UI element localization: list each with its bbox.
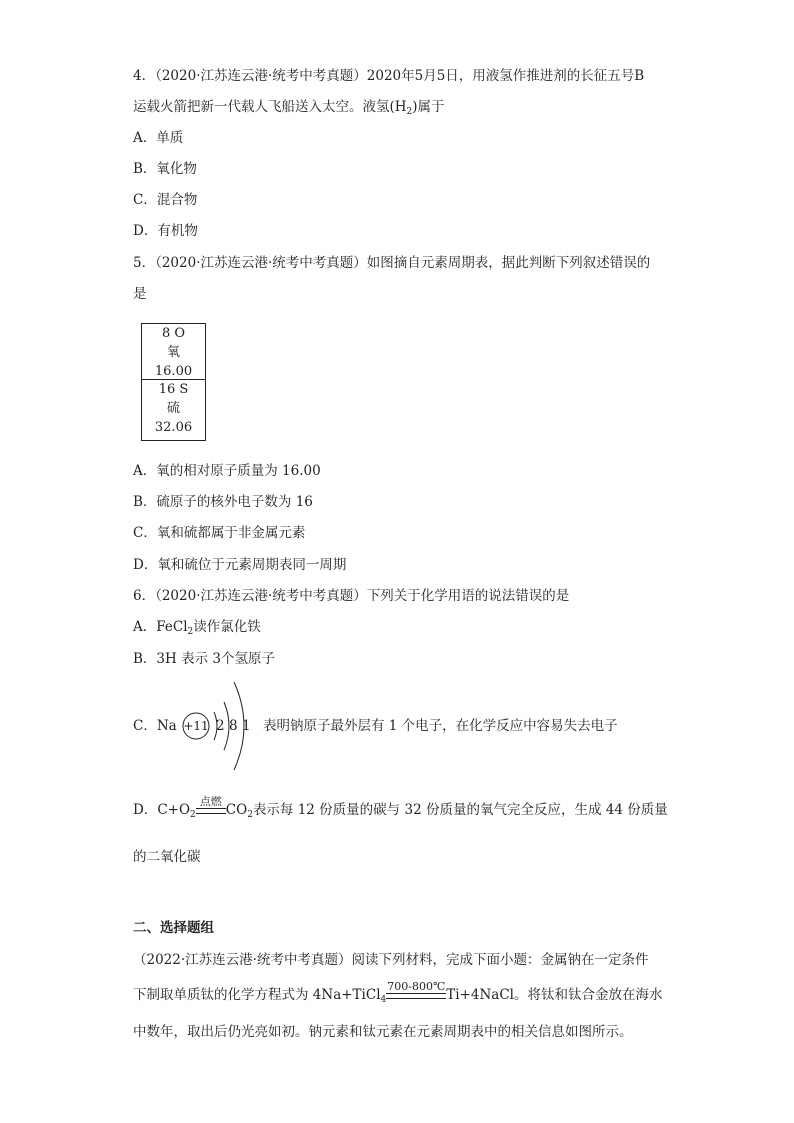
- oxygen-name: 氧: [166, 345, 180, 360]
- q4-stem-line1: 4．（2020·江苏连云港·统考中考真题）2020年5月5日，用液氢作推进剂的长征五号B: [133, 68, 645, 84]
- q6-option-d-line2: 的二氧化碳: [133, 849, 201, 865]
- q6-option-d-reactants: D．C+O: [133, 802, 191, 818]
- section2-line2: [133, 979, 663, 1010]
- q5-stem-line2: 是: [133, 286, 147, 302]
- q4-stem-text: 运载火箭把新一代载人飞船送入太空。液氢(H: [133, 99, 407, 115]
- section2-line3: 中数年，取出后仍光亮如初。钠元素和钛元素在元素周期表中的相关信息如图所示。: [133, 1024, 633, 1040]
- section2-equation-start: 下制取单质钛的化学方程式为 4Na+TiCl: [133, 987, 381, 1003]
- q6-option-b: B．3H 表示 3个氢原子: [133, 651, 275, 667]
- q6-stem: 6．（2020·江苏连云港·统考中考真题）下列关于化学用语的说法错误的是: [133, 588, 570, 604]
- q4-option-c: C．混合物: [133, 192, 198, 208]
- reaction-condition-arrow: [196, 796, 226, 814]
- q4-option-b: B．氧化物: [133, 161, 197, 177]
- sulfur-number-symbol: 16 S: [158, 382, 189, 397]
- q4-stem-text-end: )属于: [412, 99, 445, 115]
- q6-option-a-formula: A．FeCl: [133, 619, 188, 635]
- section2-subscript: 4: [380, 995, 387, 1005]
- element-cell-oxygen: [141, 323, 206, 380]
- q6-option-a-subscript: 2: [187, 627, 194, 637]
- q6-option-c-text: 表明钠原子最外层有 1 个电子，在化学反应中容易失去电子: [263, 718, 618, 734]
- shell-electrons-3: 1: [242, 718, 251, 734]
- reaction-condition-arrow-2: [386, 981, 446, 999]
- q6-option-d-subscript-1: 2: [190, 810, 196, 820]
- sulfur-mass: 32.06: [154, 420, 193, 435]
- q5-option-b: B．硫原子的核外电子数为 16: [133, 494, 313, 510]
- equals-bars-2: [386, 993, 446, 999]
- reaction-condition: 点燃: [199, 794, 222, 808]
- shell-electrons-2: 8: [229, 718, 238, 734]
- q6-option-d-product: CO: [225, 802, 248, 818]
- shell-electrons-1: 2: [216, 718, 225, 734]
- q6-option-d-subscript-2: 2: [247, 810, 253, 820]
- q4-subscript: 2: [406, 107, 413, 117]
- q5-stem-line1: 5．（2020·江苏连云港·统考中考真题）如图摘自元素周期表，据此判断下列叙述错误的: [133, 255, 651, 271]
- oxygen-mass: 16.00: [154, 364, 193, 379]
- q5-option-a: A．氧的相对原子质量为 16.00: [133, 463, 321, 479]
- oxygen-number-symbol: 8 O: [161, 326, 186, 341]
- nucleus-charge: +11: [183, 719, 209, 733]
- q6-option-d-text: 表示每 12 份质量的碳与 32 份质量的氧气完全反应，生成 44 份质量: [252, 802, 668, 818]
- q6-option-d: [133, 794, 668, 825]
- element-cell-sulfur: [141, 379, 206, 441]
- equals-bars: [196, 808, 226, 814]
- q6-option-a: [133, 617, 261, 642]
- section2-equation-end: Ti+4NaCl。将钛和钛合金放在海水: [446, 987, 663, 1003]
- q4-option-d: D．有机物: [133, 223, 198, 239]
- q6-option-a-text: 读作氯化铁: [193, 619, 261, 635]
- q4-option-a: A．单质: [133, 130, 184, 146]
- q6-option-c-label: C．Na: [133, 718, 177, 734]
- q4-stem-line2: [133, 97, 445, 122]
- q5-option-d: D．氧和硫位于元素周期表同一周期: [133, 557, 347, 573]
- q5-option-c: C．氧和硫都属于非金属元素: [133, 525, 306, 541]
- sulfur-name: 硫: [166, 401, 180, 416]
- section-title: 二、选择题组: [133, 920, 214, 936]
- reaction-temperature: 700-800℃: [387, 979, 446, 993]
- section2-line1: （2022·江苏连云港·统考中考真题）阅读下列材料，完成下面小题：金属钠在一定条件: [133, 952, 649, 968]
